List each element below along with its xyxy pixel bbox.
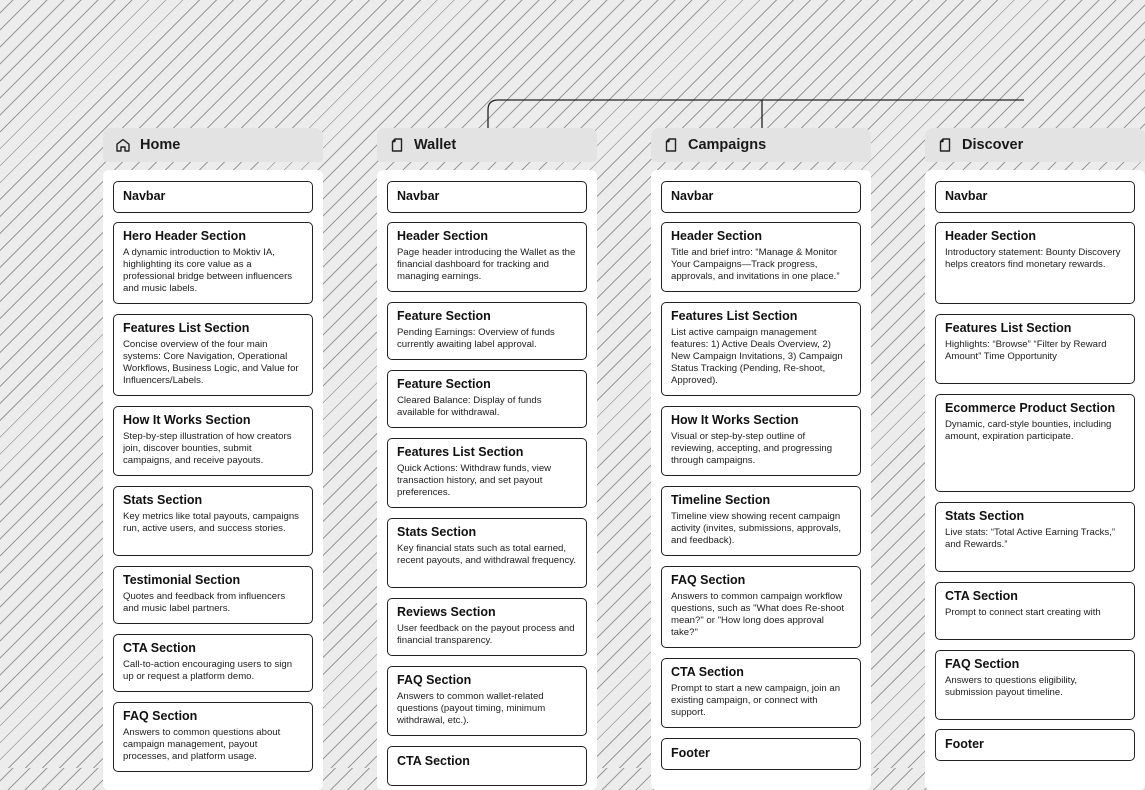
section-card-faq-section[interactable]: [113, 702, 313, 772]
section-description: Answers to common questions about campaign management, payout processes, and platform usage.: [123, 727, 281, 762]
section-card-stats-section[interactable]: [935, 502, 1135, 572]
section-title: Ecommerce Product Section: [945, 401, 1116, 415]
section-card-hero-header-section[interactable]: [113, 222, 313, 304]
section-description: Cleared Balance: Display of funds available for withdrawal.: [397, 395, 542, 418]
section-description: Quotes and feedback from influencers and music label partners.: [123, 591, 286, 614]
connector-line: [488, 100, 1024, 128]
section-card-navbar[interactable]: [387, 181, 587, 213]
section-card-footer[interactable]: [935, 729, 1135, 761]
section-description: Key metrics like total payouts, campaigns run, active users, and success stories.: [123, 511, 299, 534]
section-title: Reviews Section: [397, 605, 496, 619]
section-title: Footer: [945, 737, 984, 751]
section-description: Introductory statement: Bounty Discovery helps creators find monetary rewards.: [945, 247, 1121, 270]
section-card-stats-section[interactable]: [113, 486, 313, 556]
section-description: List active campaign management features: 1) Active Deals Overview, 2) New Campaign Invitations, 3) Campaign Status Tracking (Pending, Re-shoot, Approved).: [671, 327, 843, 386]
section-title: Footer: [671, 746, 710, 760]
section-title: Stats Section: [945, 509, 1025, 523]
section-title: CTA Section: [945, 589, 1018, 603]
section-title: Navbar: [945, 189, 988, 203]
section-title: Features List Section: [123, 321, 250, 335]
section-title: Header Section: [397, 229, 489, 243]
section-title: Navbar: [123, 189, 166, 203]
section-title: Navbar: [397, 189, 440, 203]
page-title: Wallet: [414, 137, 457, 153]
section-description: Quick Actions: Withdraw funds, view transaction history, and set payout preferences.: [397, 463, 552, 498]
section-card-testimonial-section[interactable]: [113, 566, 313, 624]
section-description: Pending Earnings: Overview of funds currently awaiting label approval.: [397, 327, 555, 350]
section-description: Concise overview of the four main systems: Core Navigation, Operational Workflows, Business Logic, and Value for Influencers/Labels.: [123, 339, 299, 386]
section-card-cta-section[interactable]: [113, 634, 313, 692]
section-card-features-list-section[interactable]: [387, 438, 587, 508]
page-icon: [937, 137, 962, 153]
page-title: Home: [140, 137, 181, 153]
section-description: Call-to-action encouraging users to sign up or request a platform demo.: [123, 659, 293, 682]
section-title: How It Works Section: [671, 413, 799, 427]
section-card-navbar[interactable]: [661, 181, 861, 213]
section-description: Prompt to connect start creating with: [945, 607, 1101, 618]
section-title: FAQ Section: [945, 657, 1020, 671]
section-card-footer[interactable]: [661, 738, 861, 770]
section-title: Features List Section: [945, 321, 1072, 335]
section-title: Timeline Section: [671, 493, 771, 507]
section-title: Header Section: [671, 229, 763, 243]
section-title: Header Section: [945, 229, 1037, 243]
section-card-header-section[interactable]: [387, 222, 587, 292]
page-title: Campaigns: [688, 137, 767, 153]
section-description: Answers to common campaign workflow questions, such as "What does Re-shoot mean?" or "How long does approval take?": [671, 591, 844, 638]
section-card-faq-section[interactable]: [935, 650, 1135, 720]
section-title: FAQ Section: [671, 573, 746, 587]
home-icon: [115, 137, 140, 153]
section-title: CTA Section: [123, 641, 196, 655]
section-description: Key financial stats such as total earned, recent payouts, and withdrawal frequency.: [397, 543, 577, 566]
section-title: Feature Section: [397, 309, 491, 323]
page-header-discover[interactable]: [925, 128, 1145, 162]
section-title: Navbar: [671, 189, 714, 203]
section-description: Dynamic, card-style bounties, including amount, expiration participate.: [945, 419, 1112, 442]
section-title: CTA Section: [397, 754, 470, 768]
section-title: Feature Section: [397, 377, 491, 391]
section-card-reviews-section[interactable]: [387, 598, 587, 656]
section-card-features-list-section[interactable]: [113, 314, 313, 396]
section-card-features-list-section[interactable]: [935, 314, 1135, 384]
section-title: Stats Section: [397, 525, 477, 539]
section-title: Features List Section: [397, 445, 524, 459]
section-description: Timeline view showing recent campaign activity (invites, submissions, approvals, and feedback).: [671, 511, 842, 546]
section-card-header-section[interactable]: [935, 222, 1135, 304]
section-card-cta-section[interactable]: [387, 746, 587, 786]
section-title: FAQ Section: [123, 709, 198, 723]
section-description: User feedback on the payout process and financial transparency.: [397, 623, 575, 646]
section-card-faq-section[interactable]: [661, 566, 861, 648]
section-description: Answers to questions eligibility, submission payout timeline.: [945, 675, 1078, 698]
section-description: Visual or step-by-step outline of reviewing, accepting, and progressing through campaigns.: [671, 431, 833, 466]
page-icon: [663, 137, 688, 153]
section-description: Highlights: “Browse” “Filter by Reward Amount” Time Opportunity: [945, 339, 1107, 362]
section-description: Step-by-step illustration of how creators join, discover bounties, submit campaigns, and receive payouts.: [123, 431, 292, 466]
page-header-home[interactable]: [103, 128, 323, 162]
section-card-feature-section[interactable]: [387, 302, 587, 360]
section-card-feature-section[interactable]: [387, 370, 587, 428]
section-card-cta-section[interactable]: [661, 658, 861, 728]
section-title: FAQ Section: [397, 673, 472, 687]
section-card-stats-section[interactable]: [387, 518, 587, 588]
section-description: Page header introducing the Wallet as the financial dashboard for tracking and managing earnings.: [397, 247, 576, 282]
page-header-wallet[interactable]: [377, 128, 597, 162]
section-title: Stats Section: [123, 493, 203, 507]
section-card-faq-section[interactable]: [387, 666, 587, 736]
section-card-how-it-works-section[interactable]: [113, 406, 313, 476]
page-header-campaigns[interactable]: [651, 128, 871, 162]
section-description: Live stats: “Total Active Earning Tracks,” and Rewards.”: [945, 527, 1116, 550]
section-title: Testimonial Section: [123, 573, 241, 587]
section-card-timeline-section[interactable]: [661, 486, 861, 556]
section-description: A dynamic introduction to Moktiv IA, highlighting its core value as a professional bridge between influencers and music labels.: [123, 247, 293, 294]
page-title: Discover: [962, 137, 1024, 153]
section-card-navbar[interactable]: [113, 181, 313, 213]
section-card-ecommerce-product-section[interactable]: [935, 394, 1135, 492]
section-description: Prompt to start a new campaign, join an existing campaign, or connect with support.: [671, 683, 841, 718]
page-icon: [389, 137, 414, 153]
section-card-navbar[interactable]: [935, 181, 1135, 213]
section-card-header-section[interactable]: [661, 222, 861, 292]
section-card-features-list-section[interactable]: [661, 302, 861, 396]
section-title: Features List Section: [671, 309, 798, 323]
section-title: CTA Section: [671, 665, 744, 679]
section-title: How It Works Section: [123, 413, 251, 427]
section-description: Answers to common wallet-related questions (payout timing, minimum withdrawal, etc.).: [397, 691, 546, 726]
section-card-how-it-works-section[interactable]: [661, 406, 861, 476]
section-card-cta-section[interactable]: [935, 582, 1135, 640]
section-title: Hero Header Section: [123, 229, 246, 243]
section-description: Title and brief intro: “Manage & Monitor Your Campaigns—Track progress, approvals, and invitations in one place.”: [671, 247, 840, 282]
